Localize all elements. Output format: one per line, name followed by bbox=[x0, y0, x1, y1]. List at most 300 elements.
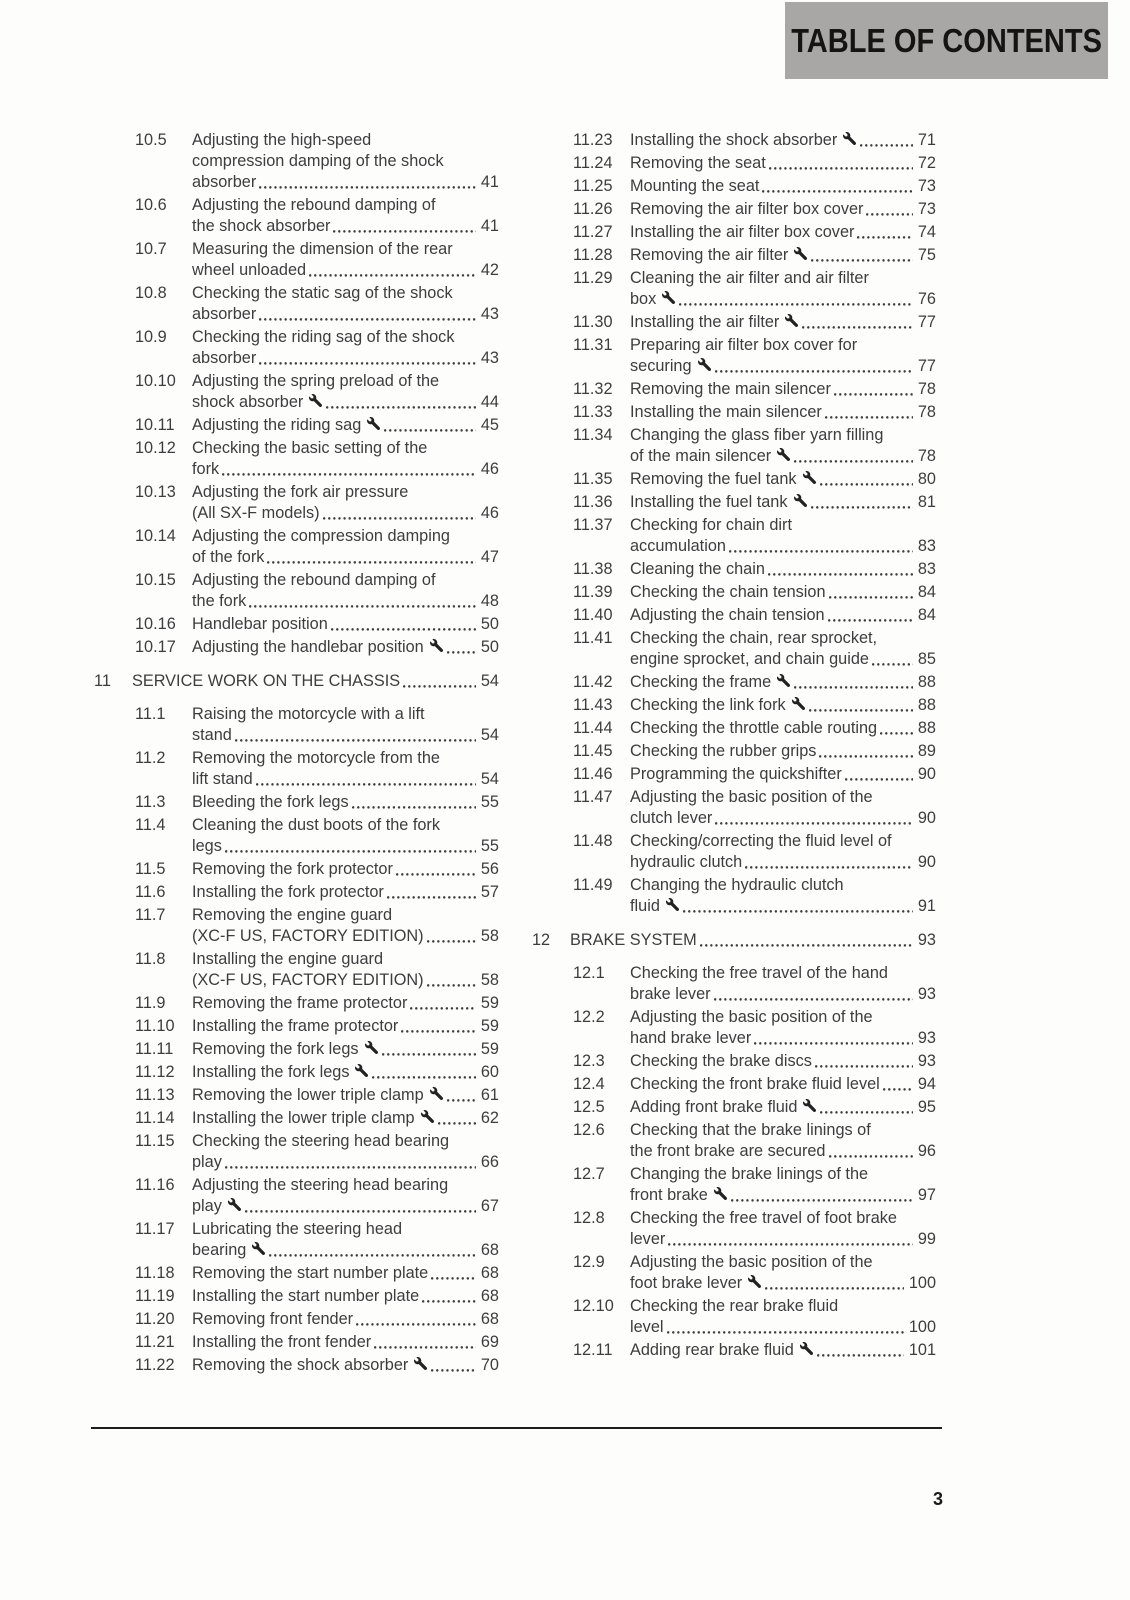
entry-title: foot brake lever bbox=[630, 1274, 743, 1292]
entry-title: Changing the brake linings of the bbox=[630, 1165, 869, 1183]
entry-number: 11.32 bbox=[573, 380, 613, 398]
entry-number: 10.16 bbox=[135, 615, 176, 633]
entry-title: Checking the free travel of the hand bbox=[630, 964, 888, 982]
page-ref: 57 bbox=[480, 883, 499, 901]
page-ref: 75 bbox=[917, 246, 936, 264]
wrench-icon bbox=[777, 448, 790, 461]
entry-title: Checking the riding sag of the shock bbox=[192, 328, 455, 346]
entry-title: Adjusting the rebound damping of bbox=[192, 571, 436, 589]
entry-body bbox=[192, 327, 499, 369]
entry-body bbox=[192, 371, 499, 413]
dot-leader bbox=[259, 172, 476, 193]
toc-entry-row bbox=[532, 1051, 936, 1072]
entry-number: 12.7 bbox=[573, 1165, 605, 1183]
entry-line bbox=[630, 1340, 936, 1361]
page-ref: 93 bbox=[917, 931, 936, 949]
toc-entry-row bbox=[94, 815, 499, 857]
entry-title: Installing the fork protector bbox=[192, 883, 384, 901]
entry-title: hydraulic clutch bbox=[630, 853, 743, 871]
entry-body bbox=[192, 614, 499, 635]
toc-entry-row bbox=[94, 792, 499, 813]
entry-title: the front brake are secured bbox=[630, 1142, 826, 1160]
page-ref: 71 bbox=[917, 131, 936, 149]
entry-line bbox=[630, 628, 936, 649]
page-ref: 48 bbox=[480, 592, 499, 610]
entry-title: Removing the air filter bbox=[630, 246, 789, 264]
entry-title: Changing the hydraulic clutch bbox=[630, 876, 844, 894]
entry-body bbox=[630, 1051, 936, 1072]
entry-title: Checking the frame bbox=[630, 673, 772, 691]
toc-entry-row bbox=[94, 1175, 499, 1217]
entry-line bbox=[630, 1051, 936, 1072]
entry-title: Checking the chain tension bbox=[630, 583, 826, 601]
entry-line bbox=[630, 1185, 936, 1206]
page-ref: 78 bbox=[917, 447, 936, 465]
entry-line bbox=[630, 1252, 936, 1273]
entry-line bbox=[192, 1131, 499, 1152]
wrench-icon bbox=[367, 417, 380, 430]
entry-line bbox=[630, 199, 936, 220]
page-ref: 62 bbox=[480, 1109, 499, 1127]
page-ref: 59 bbox=[480, 994, 499, 1012]
entry-line bbox=[192, 1175, 499, 1196]
entry-line bbox=[630, 718, 936, 739]
entry-line bbox=[630, 1317, 936, 1338]
entry-title: clutch lever bbox=[630, 809, 713, 827]
entry-number: 11.20 bbox=[135, 1310, 175, 1328]
entry-title: Removing the fork legs bbox=[192, 1040, 359, 1058]
footer-page-number: 3 bbox=[932, 1489, 943, 1509]
dot-leader bbox=[384, 415, 476, 436]
page-ref: 93 bbox=[917, 1029, 936, 1047]
entry-title: Checking that the brake linings of bbox=[630, 1121, 871, 1139]
entry-line bbox=[630, 515, 936, 536]
toc-entry-row bbox=[532, 176, 936, 197]
entry-line bbox=[630, 130, 936, 151]
page-ref: 73 bbox=[917, 200, 936, 218]
toc-entry-row bbox=[532, 425, 936, 467]
entry-title: absorber bbox=[192, 349, 257, 367]
entry-title: (XC-F US, FACTORY EDITION) bbox=[192, 927, 424, 945]
entry-title: the fork bbox=[192, 592, 247, 610]
page-ref: 90 bbox=[917, 853, 936, 871]
dot-leader bbox=[245, 1196, 476, 1217]
entry-title: Adjusting the chain tension bbox=[630, 606, 825, 624]
entry-title: Cleaning the air filter and air filter bbox=[630, 269, 869, 287]
page-ref: 88 bbox=[917, 696, 936, 714]
entry-number: 11.26 bbox=[573, 200, 613, 218]
dot-leader bbox=[809, 695, 913, 716]
entry-body bbox=[630, 268, 936, 310]
toc-section-row bbox=[94, 671, 499, 692]
entry-body bbox=[192, 1175, 499, 1217]
entry-title: Checking the steering head bearing bbox=[192, 1132, 450, 1150]
entry-body bbox=[630, 831, 936, 873]
toc-entry-row bbox=[94, 993, 499, 1014]
page-ref: 94 bbox=[917, 1075, 936, 1093]
toc-entry-row bbox=[532, 402, 936, 423]
entry-number: 11.7 bbox=[135, 906, 166, 924]
entry-body bbox=[630, 130, 936, 151]
dot-leader bbox=[356, 1309, 476, 1330]
entry-line bbox=[630, 446, 936, 467]
entry-line bbox=[192, 949, 499, 970]
entry-number: 11.48 bbox=[573, 832, 613, 850]
dot-leader bbox=[269, 1240, 476, 1261]
entry-title: Adjusting the fork air pressure bbox=[192, 483, 409, 501]
entry-title: Removing the seat bbox=[630, 154, 766, 172]
dot-leader bbox=[802, 312, 913, 333]
toc-entry-row bbox=[94, 1286, 499, 1307]
dot-leader bbox=[762, 176, 912, 197]
entry-title: Removing the lower triple clamp bbox=[192, 1086, 424, 1104]
entry-title: Mounting the seat bbox=[630, 177, 760, 195]
toc-entry-row bbox=[532, 963, 936, 1005]
toc-entry-row bbox=[532, 1164, 936, 1206]
page-ref: 58 bbox=[480, 927, 499, 945]
dot-leader bbox=[683, 896, 913, 917]
toc-entry-row bbox=[532, 1340, 936, 1361]
page-ref: 97 bbox=[917, 1186, 936, 1204]
page-ref: 42 bbox=[480, 261, 499, 279]
entry-line bbox=[630, 176, 936, 197]
entry-line bbox=[192, 415, 499, 436]
entry-number: 11.13 bbox=[135, 1086, 175, 1104]
entry-line bbox=[192, 725, 499, 746]
entry-number: 10.5 bbox=[135, 131, 167, 149]
page-ref: 78 bbox=[917, 403, 936, 421]
page-ref: 50 bbox=[480, 615, 499, 633]
entry-line bbox=[630, 492, 936, 513]
wrench-icon bbox=[421, 1110, 434, 1123]
entry-line bbox=[132, 671, 499, 692]
page-ref: 68 bbox=[480, 1264, 499, 1282]
entry-line bbox=[192, 371, 499, 392]
entry-title: Adjusting the high-speed bbox=[192, 131, 372, 149]
toc-entry-row bbox=[532, 1120, 936, 1162]
toc-entry-row bbox=[94, 195, 499, 237]
entry-body bbox=[630, 1007, 936, 1049]
entry-line bbox=[192, 882, 499, 903]
toc-entry-row bbox=[532, 245, 936, 266]
entry-line bbox=[630, 1074, 936, 1095]
page-ref: 55 bbox=[480, 837, 499, 855]
entry-body bbox=[192, 283, 499, 325]
page-ref: 50 bbox=[480, 638, 499, 656]
toc-entry-row bbox=[532, 222, 936, 243]
entry-number: 12.5 bbox=[573, 1098, 605, 1116]
entry-body bbox=[630, 222, 936, 243]
toc-entry-row bbox=[94, 704, 499, 746]
wrench-icon bbox=[355, 1064, 368, 1077]
entry-line bbox=[192, 1108, 499, 1129]
entry-number: 11.43 bbox=[573, 696, 613, 714]
page-ref: 60 bbox=[480, 1063, 499, 1081]
entry-line bbox=[630, 1164, 936, 1185]
entry-line bbox=[570, 930, 936, 951]
entry-title: lever bbox=[630, 1230, 666, 1248]
entry-line bbox=[192, 392, 499, 413]
toc-entry-row bbox=[532, 199, 936, 220]
entry-body bbox=[192, 239, 499, 281]
entry-title: Installing the engine guard bbox=[192, 950, 383, 968]
entry-number: 11.46 bbox=[573, 765, 613, 783]
toc-entry-row bbox=[94, 1332, 499, 1353]
entry-title: Removing the motorcycle from the bbox=[192, 749, 440, 767]
entry-line bbox=[630, 379, 936, 400]
entry-title: Checking the link fork bbox=[630, 696, 786, 714]
entry-body bbox=[630, 718, 936, 739]
entry-title: Adding front brake fluid bbox=[630, 1098, 798, 1116]
entry-title: play bbox=[192, 1197, 222, 1215]
entry-line bbox=[630, 289, 936, 310]
page-ref: 54 bbox=[480, 770, 499, 788]
entry-line bbox=[192, 482, 499, 503]
dot-leader bbox=[352, 792, 476, 813]
toc-entry-row bbox=[94, 1085, 499, 1106]
page-ref: 44 bbox=[480, 393, 499, 411]
entry-number: 11.18 bbox=[135, 1264, 175, 1282]
dot-leader bbox=[815, 1051, 913, 1072]
entry-line bbox=[630, 984, 936, 1005]
entry-number: 12.3 bbox=[573, 1052, 605, 1070]
entry-title: Cleaning the chain bbox=[630, 560, 765, 578]
entry-line bbox=[630, 582, 936, 603]
page-ref: 76 bbox=[917, 290, 936, 308]
toc-entry-row bbox=[532, 1252, 936, 1294]
toc-entry-row bbox=[532, 787, 936, 829]
dot-leader bbox=[883, 1074, 913, 1095]
entry-title: shock absorber bbox=[192, 393, 304, 411]
dot-leader bbox=[872, 649, 913, 670]
entry-title: Bleeding the fork legs bbox=[192, 793, 349, 811]
entry-number: 11.22 bbox=[135, 1356, 175, 1374]
dot-leader bbox=[714, 984, 913, 1005]
wrench-icon bbox=[666, 898, 679, 911]
dot-leader bbox=[817, 1340, 904, 1361]
page-ref: 59 bbox=[480, 1017, 499, 1035]
entry-body bbox=[630, 741, 936, 762]
entry-line bbox=[630, 1273, 936, 1294]
entry-line bbox=[630, 1097, 936, 1118]
dot-leader bbox=[866, 199, 912, 220]
wrench-icon bbox=[785, 314, 798, 327]
page-ref: 83 bbox=[917, 537, 936, 555]
entry-body bbox=[192, 1332, 499, 1353]
entry-body bbox=[630, 402, 936, 423]
page-ref: 43 bbox=[480, 349, 499, 367]
entry-number: 11.35 bbox=[573, 470, 613, 488]
entry-number: 12.4 bbox=[573, 1075, 605, 1093]
entry-line bbox=[192, 1240, 499, 1261]
entry-body bbox=[192, 526, 499, 568]
entry-line bbox=[192, 792, 499, 813]
dot-leader bbox=[225, 836, 476, 857]
entry-title: Changing the glass fiber yarn filling bbox=[630, 426, 884, 444]
dot-leader bbox=[745, 852, 913, 873]
toc-entry-row bbox=[94, 1263, 499, 1284]
entry-line bbox=[630, 741, 936, 762]
entry-title: Checking the free travel of foot brake bbox=[630, 1209, 897, 1227]
wrench-icon bbox=[794, 247, 807, 260]
entry-title: legs bbox=[192, 837, 222, 855]
entry-title: Measuring the dimension of the rear bbox=[192, 240, 453, 258]
dot-leader bbox=[431, 1263, 476, 1284]
entry-number: 10.13 bbox=[135, 483, 176, 501]
entry-title: Handlebar position bbox=[192, 615, 328, 633]
section-title: BRAKE SYSTEM bbox=[570, 931, 697, 949]
toc-entry-row bbox=[94, 570, 499, 612]
dot-leader bbox=[438, 1108, 476, 1129]
page-ref: 99 bbox=[917, 1230, 936, 1248]
entry-body bbox=[192, 1309, 499, 1330]
wrench-icon bbox=[228, 1198, 241, 1211]
entry-title: Checking the rear brake fluid bbox=[630, 1297, 839, 1315]
dot-leader bbox=[729, 536, 913, 557]
wrench-icon bbox=[252, 1242, 265, 1255]
entry-number: 10.7 bbox=[135, 240, 167, 258]
dot-leader bbox=[715, 808, 913, 829]
entry-title: Adjusting the basic position of the bbox=[630, 788, 873, 806]
entry-number: 11.42 bbox=[573, 673, 613, 691]
entry-line bbox=[192, 151, 499, 172]
entry-title: of the fork bbox=[192, 548, 265, 566]
entry-title: Adjusting the riding sag bbox=[192, 416, 362, 434]
entry-number: 10.14 bbox=[135, 527, 176, 545]
toc-entry-row bbox=[94, 614, 499, 635]
page-title: TABLE OF CONTENTS bbox=[791, 21, 1102, 59]
entry-title: Removing the frame protector bbox=[192, 994, 408, 1012]
entry-number: 12.10 bbox=[573, 1297, 614, 1315]
entry-line bbox=[192, 283, 499, 304]
entry-number: 12.9 bbox=[573, 1253, 605, 1271]
entry-body bbox=[192, 905, 499, 947]
entry-number: 11.16 bbox=[135, 1176, 175, 1194]
entry-title: Checking the brake discs bbox=[630, 1052, 812, 1070]
entry-line bbox=[630, 875, 936, 896]
entry-title: brake lever bbox=[630, 985, 711, 1003]
entry-line bbox=[192, 239, 499, 260]
dot-leader bbox=[427, 970, 476, 991]
page-ref: 66 bbox=[480, 1153, 499, 1171]
entry-number: 12.8 bbox=[573, 1209, 605, 1227]
entry-number: 11.30 bbox=[573, 313, 613, 331]
toc-entry-row bbox=[94, 415, 499, 436]
page-ref: 73 bbox=[917, 177, 936, 195]
wrench-icon bbox=[365, 1041, 378, 1054]
entry-line bbox=[630, 1296, 936, 1317]
entry-number: 11.11 bbox=[135, 1040, 174, 1058]
entry-number: 11.5 bbox=[135, 860, 166, 878]
entry-title: Installing the fork legs bbox=[192, 1063, 350, 1081]
entry-number: 11.9 bbox=[135, 994, 166, 1012]
entry-number: 10.10 bbox=[135, 372, 176, 390]
entry-line bbox=[630, 1208, 936, 1229]
entry-body bbox=[192, 949, 499, 991]
page-ref: 68 bbox=[480, 1310, 499, 1328]
entry-body bbox=[630, 1164, 936, 1206]
toc-entry-row bbox=[532, 1074, 936, 1095]
toc-entry-row bbox=[94, 526, 499, 568]
dot-leader bbox=[323, 503, 476, 524]
page-ref: 93 bbox=[917, 1052, 936, 1070]
entry-body bbox=[192, 1219, 499, 1261]
toc-entry-row bbox=[532, 1007, 936, 1049]
entry-body bbox=[192, 1131, 499, 1173]
entry-body bbox=[192, 570, 499, 612]
page-ref: 41 bbox=[480, 173, 499, 191]
entry-title: (All SX-F models) bbox=[192, 504, 320, 522]
entry-number: 11.12 bbox=[135, 1063, 175, 1081]
page-ref: 89 bbox=[917, 742, 936, 760]
entry-line bbox=[192, 970, 499, 991]
entry-body bbox=[192, 1263, 499, 1284]
dot-leader bbox=[427, 926, 476, 947]
entry-number: 11.49 bbox=[573, 876, 613, 894]
toc-entry-row bbox=[94, 371, 499, 413]
dot-leader bbox=[447, 637, 476, 658]
entry-title: Checking the static sag of the shock bbox=[192, 284, 453, 302]
wrench-icon bbox=[803, 1099, 816, 1112]
entry-line bbox=[630, 808, 936, 829]
entry-line bbox=[630, 469, 936, 490]
entry-number: 11.47 bbox=[573, 788, 613, 806]
entry-line bbox=[630, 695, 936, 716]
entry-body bbox=[630, 559, 936, 580]
dot-leader bbox=[731, 1185, 913, 1206]
entry-line bbox=[192, 591, 499, 612]
toc-entry-row bbox=[94, 1108, 499, 1129]
entry-line bbox=[192, 216, 499, 237]
entry-title: absorber bbox=[192, 305, 257, 323]
entry-line bbox=[192, 130, 499, 151]
dot-leader bbox=[829, 582, 913, 603]
entry-body bbox=[630, 963, 936, 1005]
dot-leader bbox=[259, 304, 476, 325]
entry-title: Adjusting the steering head bearing bbox=[192, 1176, 449, 1194]
dot-leader bbox=[222, 459, 476, 480]
entry-number: 11.34 bbox=[573, 426, 613, 444]
entry-line bbox=[630, 222, 936, 243]
entry-number: 11.21 bbox=[135, 1333, 175, 1351]
entry-title: engine sprocket, and chain guide bbox=[630, 650, 869, 668]
entry-title: stand bbox=[192, 726, 232, 744]
entry-number: 11.28 bbox=[573, 246, 613, 264]
entry-title: the shock absorber bbox=[192, 217, 331, 235]
entry-title: absorber bbox=[192, 173, 257, 191]
entry-body bbox=[630, 672, 936, 693]
entry-body bbox=[630, 515, 936, 557]
entry-number: 11.10 bbox=[135, 1017, 175, 1035]
entry-title: accumulation bbox=[630, 537, 726, 555]
entry-number: 11.4 bbox=[135, 816, 166, 834]
entry-body bbox=[192, 1039, 499, 1060]
page-ref: 74 bbox=[917, 223, 936, 241]
toc-entry-row bbox=[94, 1039, 499, 1060]
entry-line bbox=[192, 748, 499, 769]
entry-number: 10.12 bbox=[135, 439, 176, 457]
entry-body bbox=[630, 628, 936, 670]
entry-title: Removing the fork protector bbox=[192, 860, 393, 878]
page-ref: 59 bbox=[480, 1040, 499, 1058]
page-ref: 100 bbox=[908, 1318, 936, 1336]
entry-title: Programming the quickshifter bbox=[630, 765, 842, 783]
page-ref: 80 bbox=[917, 470, 936, 488]
toc-entry-row bbox=[94, 1016, 499, 1037]
wrench-icon bbox=[698, 358, 711, 371]
entry-line bbox=[192, 1309, 499, 1330]
toc-entry-row bbox=[532, 695, 936, 716]
